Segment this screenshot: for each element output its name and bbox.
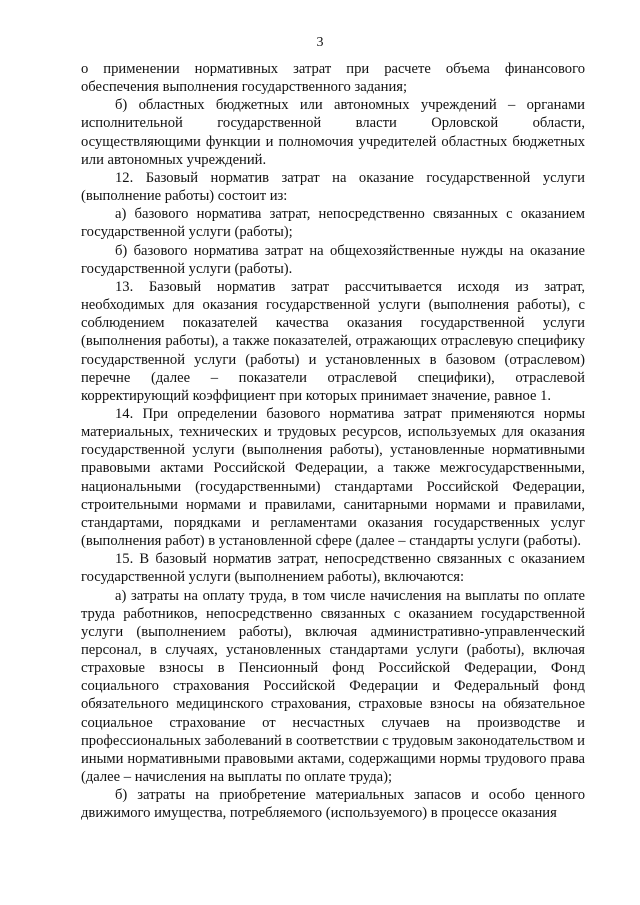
page-number: 3 <box>316 35 324 50</box>
paragraph-14: 14. При определении базового норматива затрат применяются нормы материальных, технических и трудовых ресурсов, используемых для оказания государственной услуги (выполнения работы), установленные нормативными правовыми актами Российской Федерации, а также межгосударственными, национальными (государственными) стандартами Российской Федерации, строительными нормами и правилами, санитарными нормами и правилами, стандартами, порядками и регламентами оказания государственных услуг (выполнения работ) в установленной сфере (далее – стандарты услуги (работы). <box>81 405 585 550</box>
paragraph-15b: б) затраты на приобретение материальных запасов и особо ценного движимого имущества, потребляемого (используемого) в процессе оказания <box>81 787 585 822</box>
document-body <box>81 60 585 823</box>
paragraph-11b: б) областных бюджетных или автономных учреждений – органами исполнительной государственной власти Орловской области, осуществляющими функции и полномочия учредителей областных бюджетных или автономных учреждений. <box>81 97 585 168</box>
paragraph-continuation: о применении нормативных затрат при расчете объема финансового обеспечения выполнения государственного задания; <box>81 61 585 96</box>
paragraph-12b: б) базового норматива затрат на общехозяйственные нужды на оказание государственной услуги (работы). <box>81 242 585 277</box>
paragraph-15a: а) затраты на оплату труда, в том числе начисления на выплаты по оплате труда работников, непосредственно связанных с оказанием государственной услуги (выполнением работы), включая административно-управленческий персонал, в случаях, установленных стандартами услуги (работы), включая страховые взносы в Пенсионный фонд Российской Федерации, Фонд социального страхования Российской Федерации и Федеральный фонд обязательного медицинского страхования, страховые взносы на обязательное социальное страхование от несчастных случаев на производстве и профессиональных заболеваний в соответствии с трудовым законодательством и иными нормативными правовыми актами, содержащими нормы трудового права (далее – начисления на выплаты по оплате труда); <box>81 587 585 786</box>
paragraph-13: 13. Базовый норматив затрат рассчитывается исходя из затрат, необходимых для оказания государственной услуги (выполнения работы), с соблюдением показателей качества оказания государственной услуги (выполнения работы), а также показателей, отражающих отраслевую специфику государственной услуги (работы) и установленных в базовом (отраслевом) перечне (далее – показатели отраслевой специфики), отраслевой корректирующий коэффициент при которых принимает значение, равное 1. <box>81 278 585 404</box>
paragraph-12a: а) базового норматива затрат, непосредственно связанных с оказанием государственной услуги (работы); <box>81 206 585 241</box>
paragraph-15: 15. В базовый норматив затрат, непосредственно связанных с оказанием государственной услуги (выполнением работы), включаются: <box>81 551 585 586</box>
paragraph-12: 12. Базовый норматив затрат на оказание государственной услуги (выполнение работы) состоит из: <box>81 169 585 205</box>
